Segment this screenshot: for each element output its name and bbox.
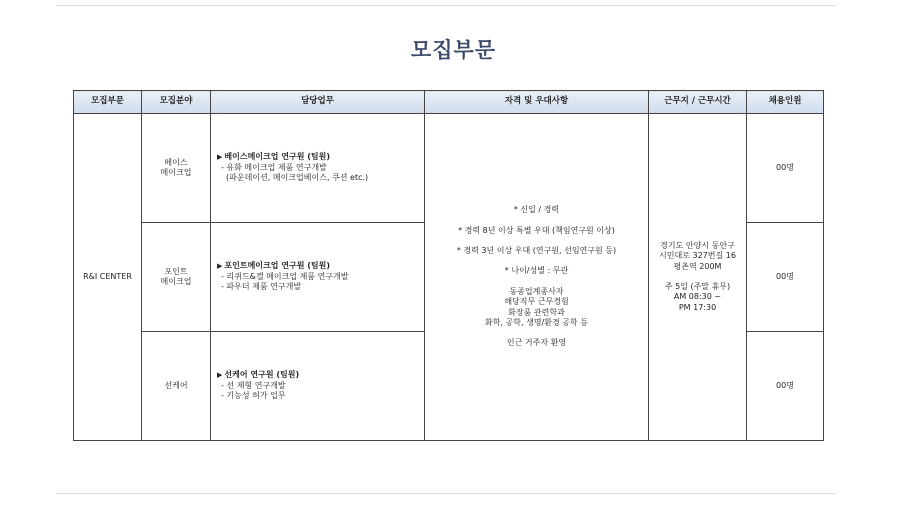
header-department: 모집부문 (74, 91, 142, 114)
location-address: 경기도 안양시 동안구 (660, 240, 735, 250)
qualifications-cell (425, 114, 649, 441)
location-address: 평촌역 200M (673, 261, 722, 271)
department-cell: R&I CENTER (74, 114, 142, 441)
field-line: 선케어 (164, 380, 188, 390)
field-line: 메이크업 (160, 277, 192, 286)
recruitment-table (73, 90, 824, 441)
qual-pref-junior: * 경력 3년 이상 우대 (연구원, 선임연구원 등) (456, 246, 617, 256)
table-row (74, 114, 824, 223)
headcount-cell: 00명 (747, 223, 824, 332)
duty-line: - 선 제형 연구개발 (221, 380, 286, 390)
duty-title: 베이스메이크업 연구원 (팀원) (224, 152, 331, 162)
work-hours: AM 08:30 ~ (673, 292, 722, 302)
field-line: 포인트 (164, 266, 188, 276)
qual-extra: 화학, 공학, 생명/환경 공학 등 (485, 317, 588, 327)
duty-line: - 파우더 제품 연구개발 (221, 282, 302, 292)
duty-line: - 리퀴드&겔 메이크업 제품 연구개발 (221, 271, 349, 281)
header-duty: 담당업무 (211, 91, 425, 114)
header-location: 근무지 / 근무시간 (649, 91, 747, 114)
field-line: 메이크업 (160, 168, 192, 177)
location-cell (649, 114, 747, 441)
qual-age-gender: * 나이/성별 : 무관 (504, 266, 569, 276)
qual-extra: 화장품 관련학과 (508, 307, 565, 317)
bottom-divider (56, 493, 836, 494)
work-hours: PM 17:30 (678, 302, 717, 312)
header-qualifications: 자격 및 우대사항 (425, 91, 649, 114)
field-cell (142, 332, 211, 441)
top-divider (56, 5, 836, 6)
header-field: 모집분야 (142, 91, 211, 114)
duty-line: (파운데이션, 메이크업베이스, 쿠션 etc.) (226, 173, 369, 183)
duty-line: - 유화 메이크업 제품 연구개발 (221, 162, 327, 172)
header-headcount: 채용인원 (747, 91, 824, 114)
headcount-cell: 00명 (747, 332, 824, 441)
duty-cell (211, 332, 425, 441)
work-hours: 주 5일 (주말 휴무) (664, 282, 731, 291)
table-header-row (74, 91, 824, 114)
location-address: 시민대로 327번길 16 (659, 251, 736, 261)
qual-pref-senior: * 경력 8년 이상 특별 우대 (책임연구원 이상) (458, 225, 615, 235)
duty-line: - 기능성 허가 업무 (221, 391, 286, 401)
qual-nearby: 인근 거주자 환영 (506, 338, 567, 348)
field-line: 베이스 (164, 157, 188, 167)
duty-title: 포인트메이크업 연구원 (팀원) (224, 261, 331, 271)
duty-cell (211, 223, 425, 332)
arrow-marker-icon: ▶ (217, 371, 223, 380)
page-title: 모집부문 (410, 38, 497, 62)
qual-extra: 해당직무 근무경험 (504, 297, 569, 307)
duty-cell (211, 114, 425, 223)
arrow-marker-icon: ▶ (217, 262, 223, 271)
qual-extra: 동종업계종사자 (509, 286, 564, 296)
field-cell (142, 223, 211, 332)
duty-title: 선케어 연구원 (팀원) (224, 370, 300, 380)
qual-type: * 신입 / 경력 (513, 205, 560, 215)
field-cell (142, 114, 211, 223)
headcount-cell: 00명 (747, 114, 824, 223)
arrow-marker-icon: ▶ (217, 153, 223, 162)
